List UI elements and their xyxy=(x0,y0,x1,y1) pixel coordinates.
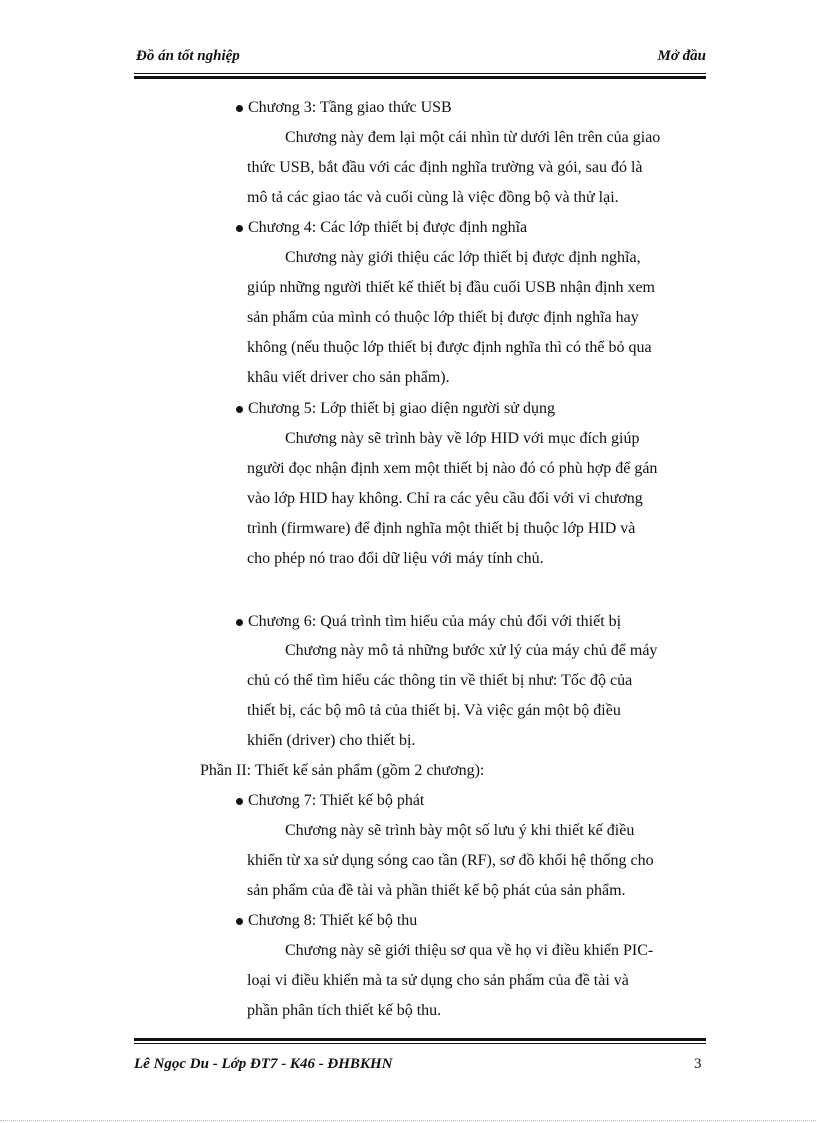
paragraph-line: người đọc nhận định xem một thiết bị nào đó có phù hợp để gán xyxy=(247,460,658,477)
part-heading: Phần II: Thiết kế sản phẩm (gồm 2 chương): xyxy=(200,762,485,779)
paragraph-line: Chương này giới thiệu các lớp thiết bị được định nghĩa, xyxy=(285,249,641,266)
bullet-icon xyxy=(236,105,243,112)
paragraph-line: vào lớp HID hay không. Chỉ ra các yêu cầu đối với vi chương xyxy=(247,490,643,507)
paragraph-line: chủ có thể tìm hiểu các thông tin về thiết bị như: Tốc độ của xyxy=(247,672,633,689)
footer-author: Lê Ngọc Du - Lớp ĐT7 - K46 - ĐHBKHN xyxy=(134,1056,393,1072)
paragraph-line: không (nếu thuộc lớp thiết bị được định nghĩa thì có thể bỏ qua xyxy=(247,339,652,356)
chapter-bullet-title: Chương 6: Quá trình tìm hiểu của máy chủ đối với thiết bị xyxy=(248,613,622,630)
chapter-bullet-title: Chương 8: Thiết kế bộ thu xyxy=(248,912,418,929)
paragraph-line: Chương này sẽ trình bày về lớp HID với mục đích giúp xyxy=(285,430,640,447)
chapter-bullet-title: Chương 5: Lớp thiết bị giao diện người sử dụng xyxy=(248,400,555,417)
paragraph-line: thiết bị, các bộ mô tả của thiết bị. Và việc gán một bộ điều xyxy=(247,702,621,719)
paragraph-line: mô tả các giao tác và cuối cùng là việc đồng bộ và thử lại. xyxy=(247,189,619,206)
paragraph-line: trình (firmware) để định nghĩa một thiết bị thuộc lớp HID và xyxy=(247,520,636,537)
paragraph-line: giúp những người thiết kế thiết bị đầu cuối USB nhận định xem xyxy=(247,279,655,296)
page-number: 3 xyxy=(694,1056,702,1072)
chapter-bullet-title: Chương 3: Tầng giao thức USB xyxy=(248,99,452,116)
paragraph-line: sản phẩm của đề tài và phần thiết kế bộ phát của sản phẩm. xyxy=(247,882,626,899)
paragraph-line: Chương này sẽ trình bày một số lưu ý khi thiết kế điều xyxy=(285,822,635,839)
page-edge-divider xyxy=(0,1120,816,1121)
chapter-bullet-title: Chương 7: Thiết kế bộ phát xyxy=(248,792,425,809)
paragraph-line: khâu viết driver cho sản phẩm). xyxy=(247,369,450,386)
paragraph-line: khiển (driver) cho thiết bị. xyxy=(247,732,416,749)
bullet-icon xyxy=(236,798,243,805)
paragraph-line: khiển từ xa sử dụng sóng cao tần (RF), sơ đồ khối hệ thống cho xyxy=(247,852,654,869)
paragraph-line: loại vi điều khiển mà ta sử dụng cho sản phẩm của đề tài và xyxy=(247,972,629,989)
bullet-icon xyxy=(236,225,243,232)
header-rule-thick xyxy=(134,76,706,79)
paragraph-line: cho phép nó trao đổi dữ liệu với máy tính chủ. xyxy=(247,550,544,567)
header-section: Mở đầu xyxy=(657,48,706,64)
bullet-icon xyxy=(236,918,243,925)
chapter-bullet-title: Chương 4: Các lớp thiết bị được định nghĩa xyxy=(248,219,528,236)
bullet-icon xyxy=(236,406,243,413)
paragraph-line: Chương này mô tả những bước xử lý của máy chủ để máy xyxy=(285,642,658,659)
page-header xyxy=(134,46,706,72)
header-title: Đồ án tốt nghiệp xyxy=(136,48,240,64)
paragraph-line: sản phẩm của mình có thuộc lớp thiết bị được định nghĩa hay xyxy=(247,309,639,326)
paragraph-line: thức USB, bắt đầu với các định nghĩa trường và gói, sau đó là xyxy=(247,159,643,176)
header-rule-thin xyxy=(134,73,706,74)
paragraph-line: phần phân tích thiết kế bộ thu. xyxy=(247,1002,442,1019)
footer-rule-thin xyxy=(134,1043,706,1044)
paragraph-line: Chương này đem lại một cái nhìn từ dưới lên trên của giao xyxy=(285,129,661,146)
footer-rule-thick xyxy=(134,1038,706,1041)
paragraph-line: Chương này sẽ giới thiệu sơ qua về họ vi điều khiển PIC- xyxy=(285,942,654,959)
bullet-icon xyxy=(236,619,243,626)
